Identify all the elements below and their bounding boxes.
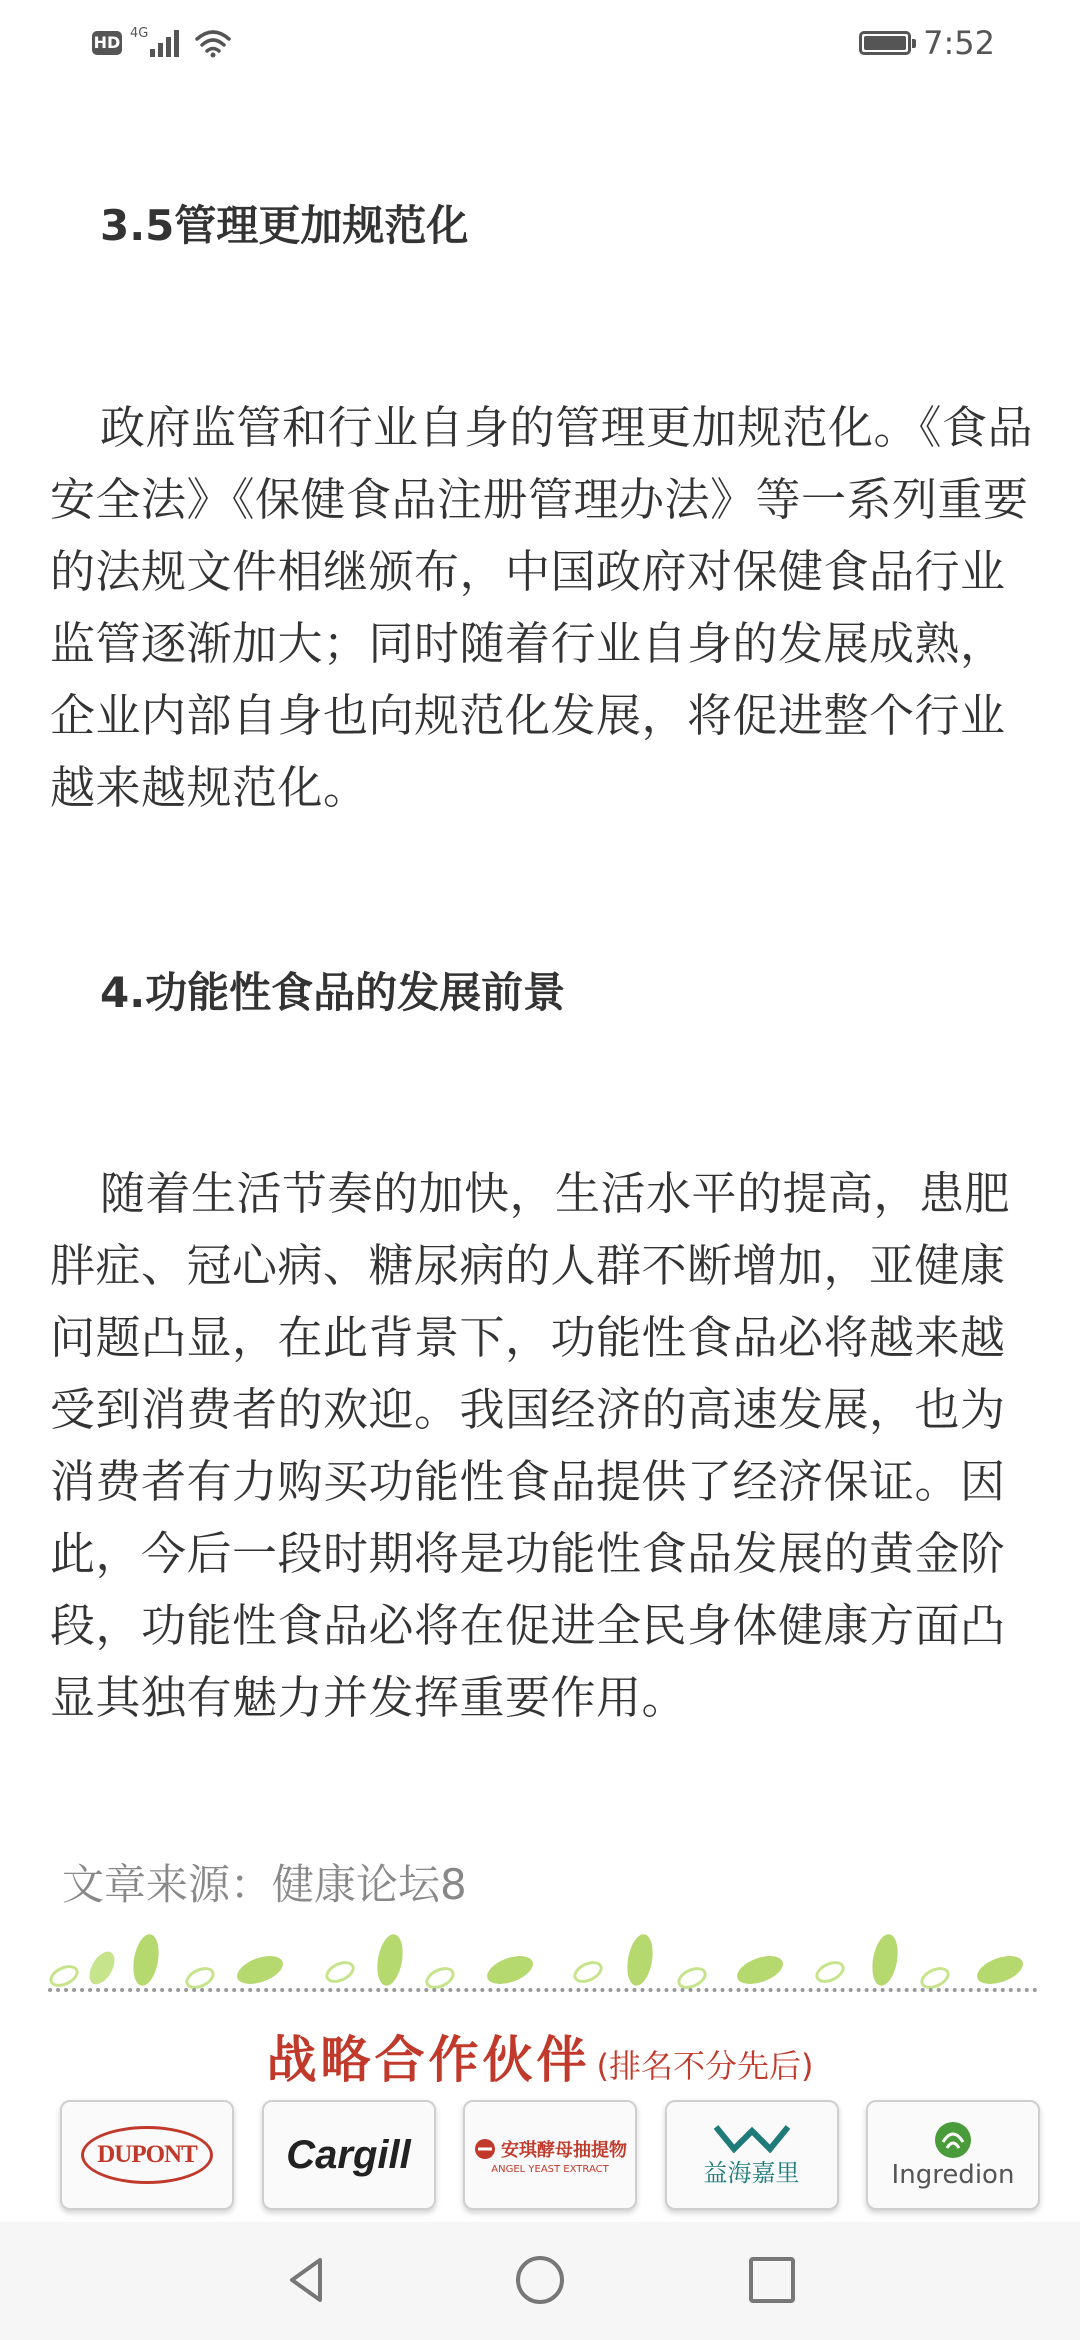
partners-title-sub: (排名不分先后)	[596, 2047, 814, 2085]
partner-logos	[60, 2100, 1040, 2210]
cargill-logo-text: Cargill	[286, 2132, 411, 2177]
wilmar-logo-icon	[712, 2123, 792, 2153]
dotted-divider	[48, 1988, 1038, 1992]
recents-icon[interactable]	[744, 2252, 800, 2308]
partner-logo-wilmar[interactable]	[665, 2100, 839, 2210]
status-right	[859, 24, 995, 62]
back-icon[interactable]	[280, 2252, 336, 2308]
angel-logo-subtext: ANGEL YEAST EXTRACT	[491, 2163, 609, 2175]
partner-logo-ingredion[interactable]	[866, 2100, 1040, 2210]
partners-title	[40, 2020, 1040, 2092]
ingredion-logo-text: Ingredion	[891, 2160, 1015, 2190]
article-source: 文章来源：健康论坛8	[62, 1860, 467, 1909]
section-4-paragraph: 随着生活节奏的加快，生活水平的提高，患肥胖症、冠心病、糖尿病的人群不断增加，亚健康问题凸显，在此背景下，功能性食品必将越来越受到消费者的欢迎。我国经济的高速发展，也为消费者有力购买功能性食品提供了经济保证。因此，今后一段时期将是功能性食品发展的黄金阶段，功能性食品必将在促进全民身体健康方面凸显其独有魅力并发挥重要作用。	[50, 1167, 1011, 1724]
section-3-5-paragraph: 政府监管和行业自身的管理更加规范化。《食品安全法》《保健食品注册管理办法》等一系列重要的法规文件相继颁布，中国政府对保健食品行业监管逐渐加大；同时随着行业自身的发展成熟，企业内部自身也向规范化发展，将促进整个行业越来越规范化。	[50, 401, 1034, 814]
partner-logo-dupont[interactable]	[60, 2100, 234, 2210]
partner-logo-angel[interactable]	[463, 2100, 637, 2210]
home-icon[interactable]	[512, 2252, 568, 2308]
battery-icon	[859, 31, 911, 55]
network-type: 4G	[130, 25, 149, 41]
clock: 7:52	[923, 24, 995, 62]
dupont-logo-text: DUPONT	[97, 2141, 197, 2168]
status-indicators	[92, 26, 232, 60]
wifi-icon	[194, 28, 232, 58]
partner-logo-cargill[interactable]	[262, 2100, 436, 2210]
section-heading-4: 4.功能性食品的发展前景	[100, 968, 566, 1017]
ingredion-logo-icon	[931, 2120, 975, 2160]
partners-banner	[40, 1920, 1040, 2220]
hd-badge: HD	[92, 31, 122, 55]
signal-icon	[150, 29, 182, 57]
angel-logo-text: 安琪酵母抽提物	[501, 2139, 627, 2161]
angel-logo-icon	[473, 2137, 497, 2161]
navigation-bar	[0, 2222, 1080, 2340]
section-heading-3-5: 3.5管理更加规范化	[100, 201, 469, 250]
wilmar-logo-text: 益海嘉里	[703, 2158, 800, 2187]
status-bar	[0, 0, 1080, 84]
partners-title-main: 战略合作伙伴	[266, 2031, 591, 2089]
